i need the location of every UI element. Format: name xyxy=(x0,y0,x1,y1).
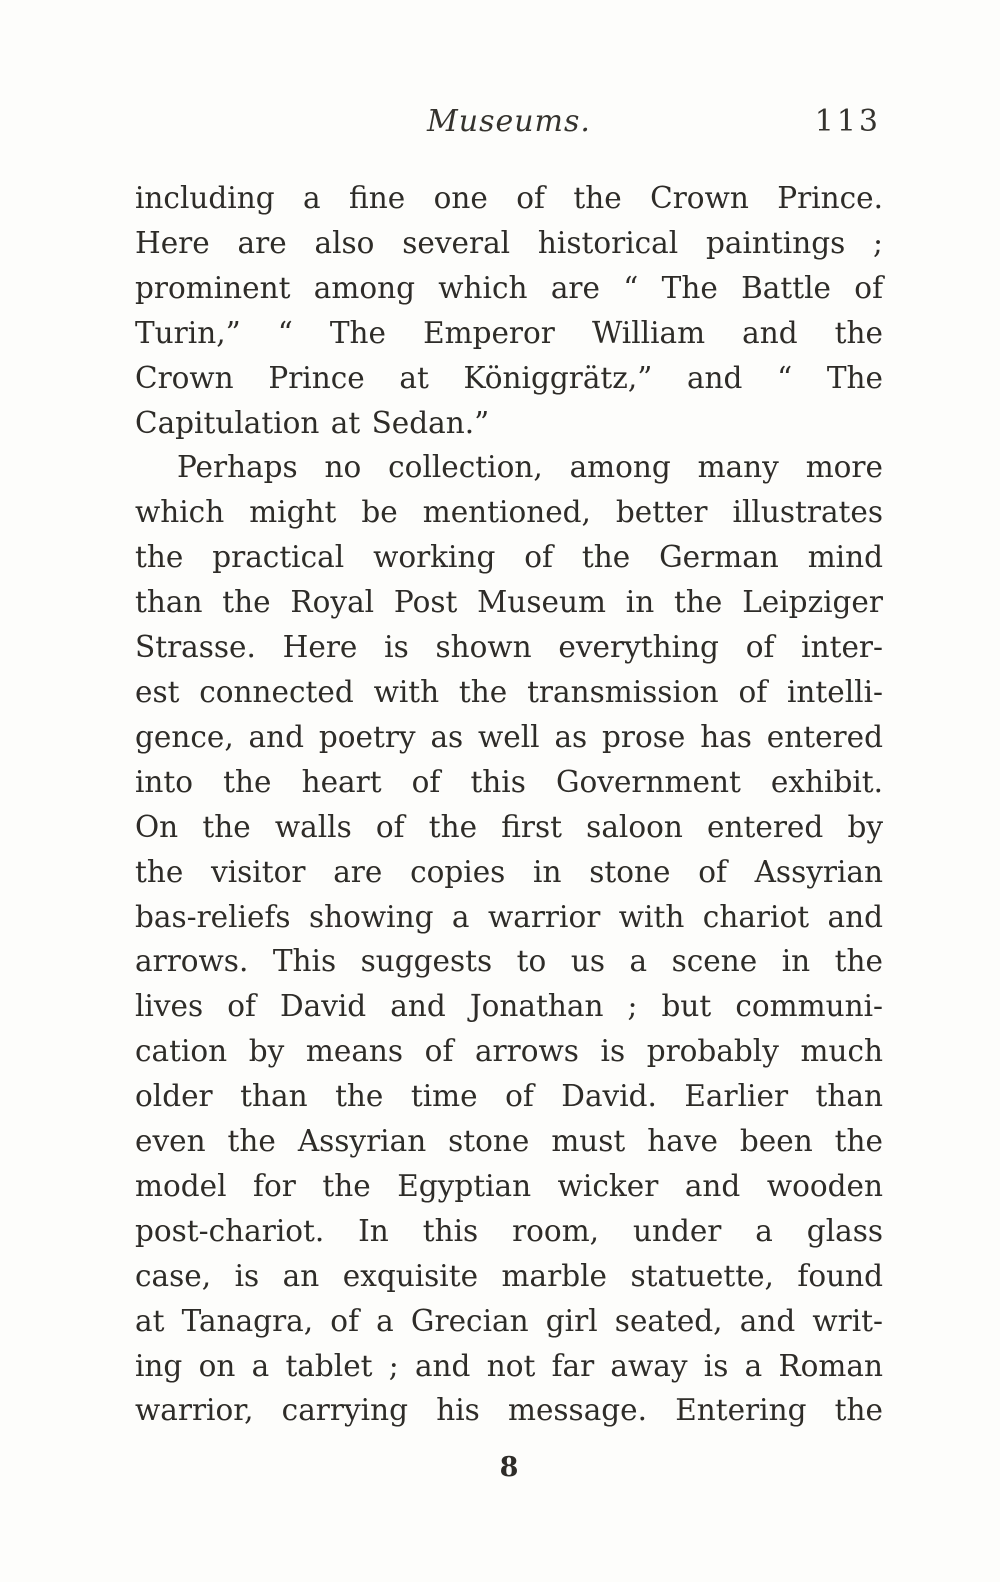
text-line: Strasse. Here is shown everything of inter- xyxy=(135,630,883,665)
text-line: arrows. This suggests to us a scene in the xyxy=(135,944,883,979)
text-line: prominent among which are “ The Battle of xyxy=(135,270,883,305)
text-line: post-chariot. In this room, under a glass xyxy=(135,1213,883,1248)
text-line: which might be mentioned, better illustrates xyxy=(135,495,883,530)
page-header xyxy=(135,104,883,148)
text-line: older than the time of David. Earlier than xyxy=(135,1079,883,1114)
text-line: warrior, carrying his message. Entering the xyxy=(135,1393,883,1428)
text-line: into the heart of this Government exhibit. xyxy=(135,764,883,799)
text-line: On the walls of the first saloon entered by xyxy=(135,809,883,844)
page-number: 113 xyxy=(814,104,881,139)
text-line: lives of David and Jonathan ; but communi- xyxy=(135,989,883,1024)
text-line: including a fine one of the Crown Prince. xyxy=(135,181,883,215)
text-line: than the Royal Post Museum in the Leipziger xyxy=(135,585,883,620)
text-line: model for the Egyptian wicker and wooden xyxy=(135,1168,883,1203)
text-line: Here are also several historical paintings ; xyxy=(135,225,883,260)
text-line: Crown Prince at Königgrätz,” and “ The xyxy=(135,360,883,395)
page-footer xyxy=(135,1452,883,1483)
text-line: Perhaps no collection, among many more xyxy=(177,450,883,485)
text-line: cation by means of arrows is probably much xyxy=(135,1034,883,1069)
text-line: Turin,” “ The Emperor William and the xyxy=(135,315,883,350)
signature-mark: 8 xyxy=(499,1452,519,1483)
text-line: at Tanagra, of a Grecian girl seated, and writ- xyxy=(135,1303,883,1338)
page-body xyxy=(135,176,883,1433)
text-line: the practical working of the German mind xyxy=(135,540,883,575)
text-line: ing on a tablet ; and not far away is a Roman xyxy=(135,1348,883,1383)
text-line: bas-reliefs showing a warrior with chariot and xyxy=(135,899,883,934)
text-line: gence, and poetry as well as prose has entered xyxy=(135,719,883,754)
running-head-title: Museums. xyxy=(427,104,591,139)
text-line: Capitulation at Sedan.” xyxy=(135,405,490,440)
text-line: case, is an exquisite marble statuette, found xyxy=(135,1258,883,1293)
text-line: even the Assyrian stone must have been the xyxy=(135,1124,883,1159)
text-line: the visitor are copies in stone of Assyrian xyxy=(135,854,883,889)
paragraph xyxy=(135,176,883,445)
text-line: est connected with the transmission of intelli- xyxy=(135,674,883,709)
paragraph xyxy=(135,445,883,1433)
